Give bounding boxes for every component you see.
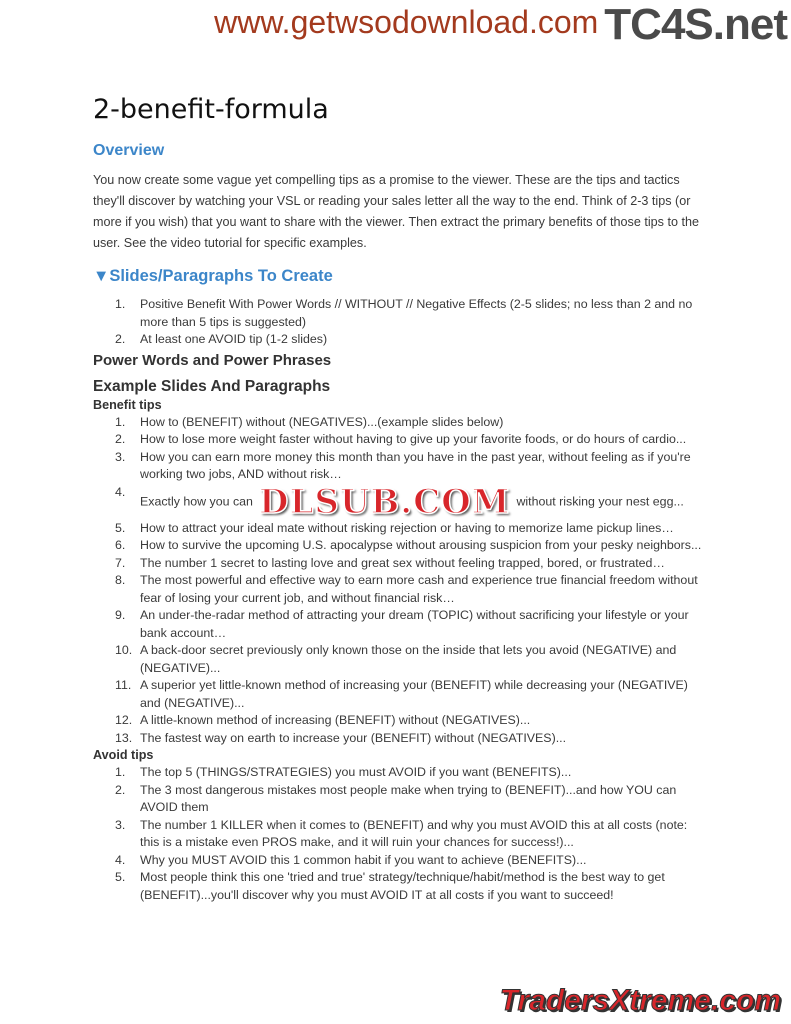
benefit-tips-heading: Benefit tips (93, 397, 162, 412)
list-number: 10. (115, 643, 133, 657)
list-text: Most people think this one 'tried and true' strategy/technique/habit/method is the best way to get (BENEFIT)...you'll discover why you must AVOID IT at all costs if you want to succeed! (140, 870, 665, 902)
list-text: How you can earn more money this month than you have in the past year, without feeling as if you're working two jobs, AND without risk… (140, 449, 691, 481)
list-item (93, 730, 708, 748)
list-item (93, 481, 708, 522)
watermark-logo: TC4S.net (604, 0, 787, 49)
list-text: Positive Benefit With Power Words // WITHOUT // Negative Effects (2-5 slides; no less than 2 and no more than 5 tips is suggested) (140, 297, 693, 329)
list-number: 1. (115, 297, 126, 311)
list-item (93, 817, 708, 852)
list-text: The fastest way on earth to increase your (BENEFIT) without (NEGATIVES)... (140, 730, 567, 745)
list-text: An under-the-radar method of attracting your dream (TOPIC) without sacrificing your lifestyle or your bank account… (140, 608, 689, 640)
list-text: The top 5 (THINGS/STRATEGIES) you must AVOID if you want (BENEFITS)... (140, 765, 572, 779)
list-text: A back-door secret previously only known those on the inside that lets you avoid (NEGATIVE) and (NEGATIVE)... (140, 643, 677, 675)
power-words-heading: Power Words and Power Phrases (93, 351, 332, 369)
list-item (93, 520, 708, 538)
overview-heading: Overview (93, 142, 165, 159)
list-text: The number 1 KILLER when it comes to (BENEFIT) and why you must AVOID this at all costs (note: this is a mistake even PROS make, and it will ruin your chances for success!)... (140, 817, 688, 849)
document-content (93, 93, 708, 904)
list-text: Exactly how you can (140, 493, 253, 508)
list-item (93, 607, 708, 642)
list-text: The number 1 secret to lasting love and great sex without feeling trapped, bored, or frustrated… (140, 555, 665, 570)
list-number: 3. (115, 449, 126, 464)
example-heading: Example Slides And Paragraphs (93, 377, 331, 395)
list-number: 2. (115, 782, 126, 797)
list-item (93, 869, 708, 904)
list-number: 3. (115, 817, 126, 832)
avoid-tips-heading: Avoid tips (93, 748, 154, 762)
watermark-url: www.getwsodownload.com (214, 4, 599, 40)
list-text: Why you MUST AVOID this 1 common habit if you want to achieve (BENEFITS)... (140, 852, 587, 867)
page-title: 2-benefit-formula (93, 94, 329, 125)
list-text: How to (BENEFIT) without (NEGATIVES)...(example slides below) (140, 414, 504, 429)
list-number: 6. (115, 538, 126, 552)
list-item (93, 414, 708, 432)
benefit-list (93, 414, 708, 748)
list-item (93, 764, 708, 782)
list-text: How to survive the upcoming U.S. apocalypse without arousing suspicion from your pesky neighbors... (140, 538, 702, 552)
watermark-dlsub: DLSUB.COM (258, 481, 511, 522)
list-number: 5. (115, 520, 126, 535)
list-text: At least one AVOID tip (1-2 slides) (140, 332, 328, 346)
list-item (93, 852, 708, 870)
list-item (93, 782, 708, 817)
list-item (93, 572, 708, 607)
list-text: A superior yet little-known method of increasing your (BENEFIT) while decreasing your (NEGATIVE) and (NEGATIVE)... (140, 678, 688, 710)
list-text: The 3 most dangerous mistakes most people make when trying to (BENEFIT)...and how YOU can AVOID them (140, 782, 677, 814)
list-item (93, 431, 708, 449)
list-text-after: without risking your nest egg... (516, 493, 684, 508)
list-item (93, 296, 708, 331)
list-number: 8. (115, 573, 126, 587)
list-item (93, 642, 708, 677)
list-number: 1. (115, 414, 126, 429)
list-number: 12. (115, 713, 133, 727)
list-number: 11. (115, 678, 132, 692)
list-text: How to attract your ideal mate without risking rejection or having to memorize lame pickup lines… (140, 520, 674, 535)
list-number: 13. (115, 730, 133, 745)
watermark-traders: TradersXtreme.com (499, 984, 781, 1017)
slides-list (93, 296, 708, 349)
list-item (93, 331, 708, 349)
list-item (93, 677, 708, 712)
list-number: 7. (115, 555, 126, 570)
list-item (93, 712, 708, 730)
list-number: 5. (115, 870, 126, 884)
list-number: 2. (115, 432, 126, 446)
slides-heading[interactable]: ▼Slides/Paragraphs To Create (93, 267, 333, 285)
list-number: 1. (115, 765, 126, 779)
top-watermarks (0, 0, 787, 50)
list-item (93, 555, 708, 573)
list-number: 4. (115, 852, 126, 867)
list-text: The most powerful and effective way to earn more cash and experience true financial freedom without fear of losing your current job, and without financial risk… (140, 573, 698, 605)
list-number: 4. (115, 484, 126, 499)
list-text: A little-known method of increasing (BENEFIT) without (NEGATIVES)... (140, 713, 531, 727)
list-item (93, 449, 708, 484)
list-number: 9. (115, 608, 126, 622)
list-text: How to lose more weight faster without having to give up your favorite foods, or do hours of cardio... (140, 432, 687, 446)
list-number: 2. (115, 332, 126, 346)
avoid-list (93, 764, 708, 904)
overview-paragraph: You now create some vague yet compelling tips as a promise to the viewer. These are the tips and tactics they'll discover by watching your VSL or reading your sales letter all the way to the end. Think of 2-3 tips (or more if you wish) that you want to share with the viewer. Then extract the primary benefits of those tips to the user. See the video tutorial for specific examples. (93, 173, 699, 250)
list-item (93, 537, 708, 555)
